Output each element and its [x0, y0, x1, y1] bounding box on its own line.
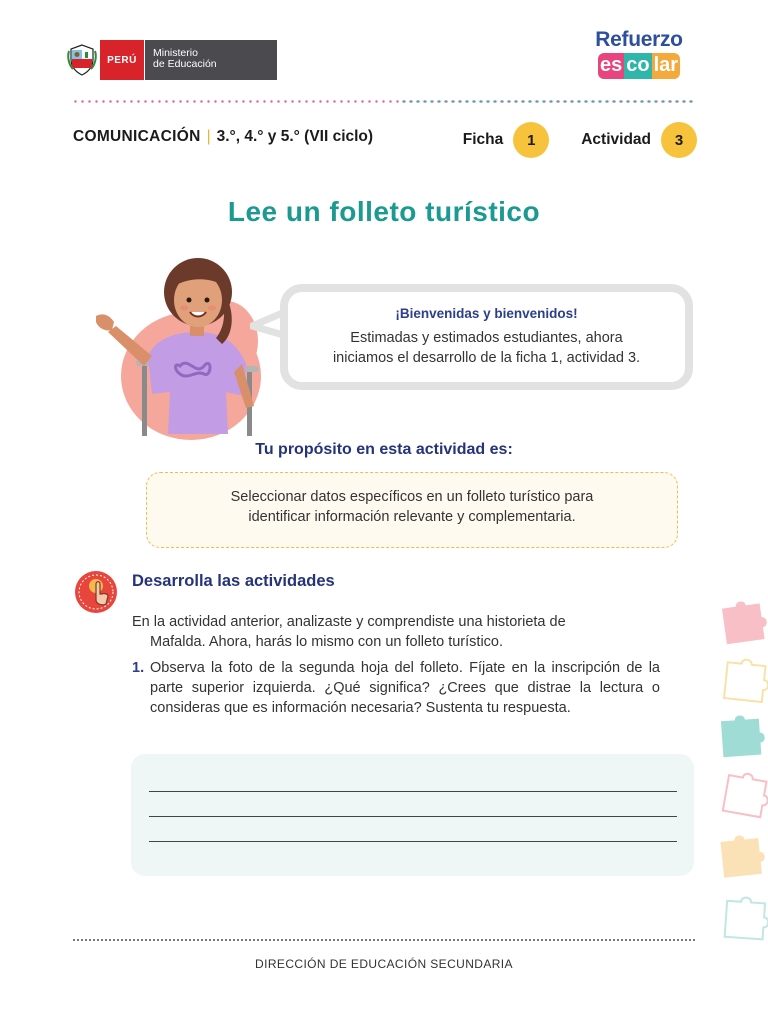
answer-line-2[interactable] [149, 816, 677, 817]
question-1 [132, 658, 660, 718]
ficha-number-badge: 1 [513, 122, 549, 158]
activities-intro [132, 612, 660, 652]
brand-subtitle [584, 53, 694, 79]
welcome-title: ¡Bienvenidas y bienvenidos! [395, 306, 578, 321]
government-logo [64, 40, 277, 80]
answer-area[interactable] [131, 754, 694, 876]
ministry-label [144, 40, 277, 80]
purpose-line-1: Seleccionar datos específicos en un folleto turístico para [230, 489, 594, 505]
question-text: Observa la foto de la segunda hoja del folleto. Fíjate en la inscripción de la parte superior izquierda. ¿Qué significa? ¿Crees que distrae la lectura o consideras que es información necesaria? Sustenta tu respuesta. [150, 660, 660, 716]
hand-pointer-icon [72, 570, 120, 614]
page-title: Lee un folleto turístico [227, 196, 541, 227]
page-header [64, 28, 704, 90]
question-number: 1. [132, 660, 145, 676]
brand-part-1: es [598, 53, 624, 79]
footer-label: DIRECCIÓN DE EDUCACIÓN SECUNDARIA [255, 957, 513, 971]
header-divider-teal [400, 100, 696, 103]
subject-row [73, 122, 697, 152]
peru-label: PERÚ [100, 40, 144, 80]
purpose-heading: Tu propósito en esta actividad es: [255, 441, 513, 458]
intro-line-1: En la actividad anterior, analizaste y comprendiste una historieta de [132, 614, 566, 630]
actividad-label: Actividad [581, 131, 651, 148]
answer-line-1[interactable] [149, 791, 677, 792]
brand-part-3: lar [652, 53, 680, 79]
welcome-line-2: iniciamos el desarrollo de la ficha 1, actividad 3. [332, 350, 641, 366]
brand-part-2: co [624, 53, 651, 79]
grade-label: 3.°, 4.° y 5.° (VII ciclo) [216, 128, 374, 145]
answer-line-3[interactable] [149, 841, 677, 842]
brand-title: Refuerzo [595, 28, 683, 51]
subject-label: COMUNICACIÓN [73, 128, 201, 145]
ficha-label: Ficha [462, 131, 504, 148]
student-illustration [76, 256, 276, 440]
ficha-actividad [463, 122, 697, 158]
footer-divider [72, 939, 696, 941]
purpose-line-2: identificar información relevante y complementaria. [248, 509, 576, 525]
welcome-speech-bubble [280, 284, 693, 390]
coat-of-arms-icon [64, 40, 100, 80]
subject-separator: | [206, 128, 211, 145]
ministry-line-1: Ministerio [153, 47, 198, 59]
intro-line-2: Mafalda. Ahora, harás lo mismo con un folleto turístico. [150, 634, 504, 650]
decorative-puzzle-pieces [712, 600, 768, 950]
purpose-box [146, 472, 678, 548]
activities-heading: Desarrolla las actividades [132, 572, 335, 590]
ministry-line-2: de Educación [153, 58, 217, 70]
actividad-number-badge: 3 [661, 122, 697, 158]
refuerzo-escolar-logo [584, 28, 694, 90]
welcome-message [288, 328, 685, 368]
welcome-line-1: Estimadas y estimados estudiantes, ahora [350, 330, 623, 346]
